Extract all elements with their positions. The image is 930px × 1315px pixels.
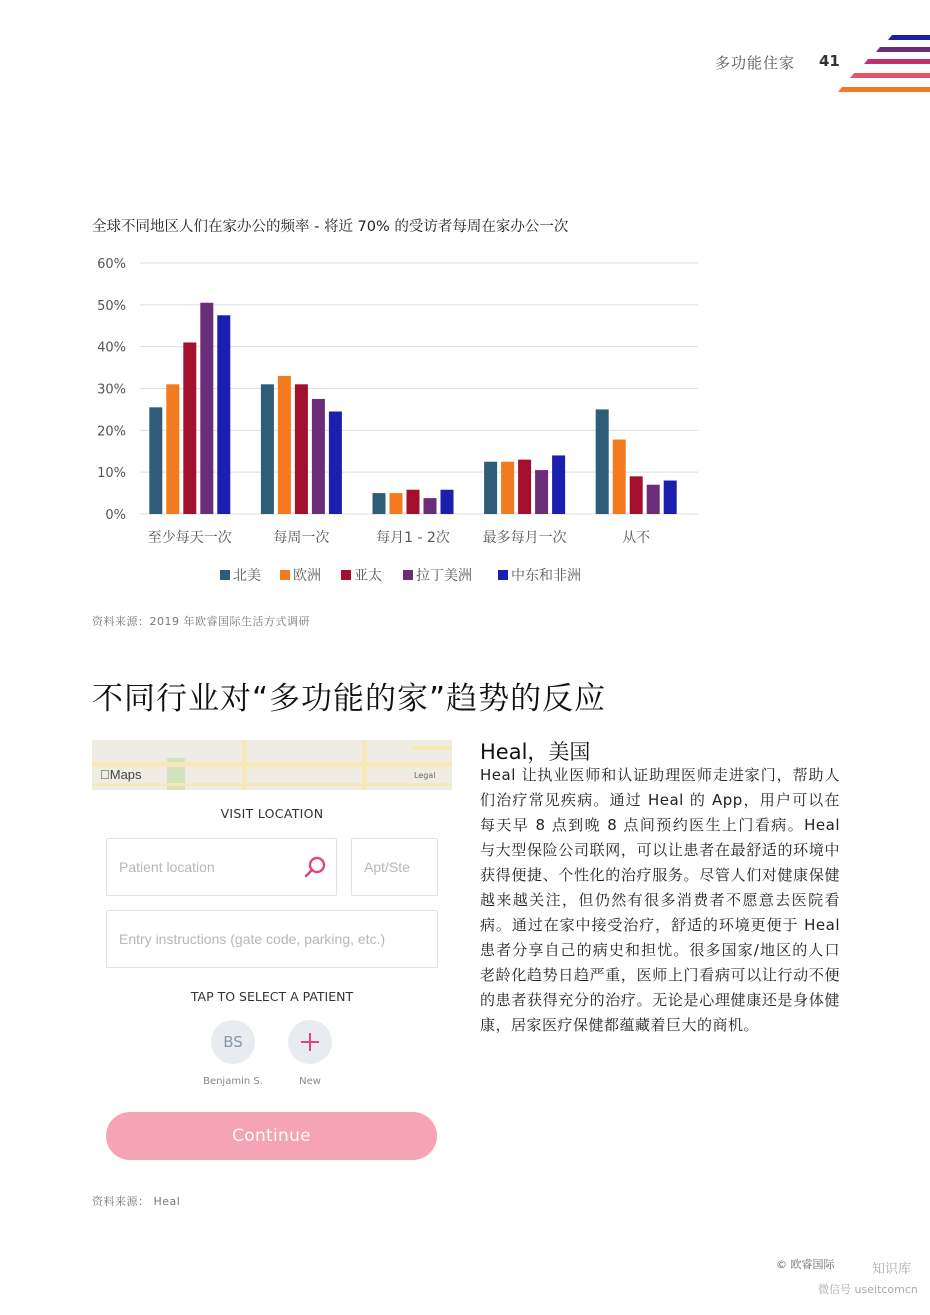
- bar: [183, 342, 196, 514]
- legend-swatch: [220, 570, 230, 580]
- patient-location-input[interactable]: [106, 838, 337, 896]
- new-patient-label: New: [299, 1076, 321, 1087]
- bar: [535, 470, 548, 514]
- legend-label: 拉丁美洲: [416, 568, 472, 584]
- apt-placeholder: Apt/Ste: [364, 859, 410, 875]
- select-patient-label: TAP TO SELECT A PATIENT: [190, 989, 354, 1004]
- y-tick-label: 0%: [105, 508, 126, 523]
- apt-input[interactable]: [351, 838, 438, 896]
- x-tick-label: 从不: [622, 530, 651, 546]
- patient-initials: BS: [223, 1033, 243, 1051]
- y-tick-label: 60%: [97, 257, 126, 272]
- patient-name: Benjamin S.: [203, 1076, 263, 1087]
- app-source: 资料来源： Heal: [92, 1195, 181, 1208]
- y-tick-label: 10%: [97, 466, 126, 482]
- bar: [664, 481, 677, 514]
- bar: [217, 315, 230, 514]
- page-number: 41: [819, 52, 840, 70]
- bar: [278, 376, 291, 514]
- y-tick-label: 50%: [97, 298, 126, 314]
- bar: [441, 490, 454, 514]
- bar: [295, 384, 308, 514]
- legend-swatch: [280, 570, 290, 580]
- y-tick-label: 40%: [97, 340, 126, 356]
- chart-source: 资料来源：2019 年欧睿国际生活方式调研: [92, 615, 310, 628]
- bar: [200, 303, 213, 514]
- bar: [613, 440, 626, 514]
- visit-location-label: VISIT LOCATION: [220, 806, 324, 821]
- map-view[interactable]: [92, 740, 452, 790]
- section-name: 多功能住家: [715, 54, 796, 72]
- watermark-subtitle: 微信号 useitcomcn: [818, 1283, 918, 1296]
- continue-button[interactable]: Continue: [106, 1112, 437, 1160]
- heal-body: Heal 让执业医师和认证助理医师走进家门，帮助人们治疗常见疾病。通过 Heal 的 App，用户可以在每天早 8 点到晚 8 点间预约医生上门看病。Heal 与大型保险公司联网，可以让患者在最舒适的环境中获得便捷、个性化的治疗服务。尽管人们对健康保健越来越关注，但仍然有很多消费者不愿意去医院看病。通过在家中接受治疗，舒适的环境更便于 Heal 患者分享自己的病史和担忧。很多国家/地区的人口老龄化趋势日趋严重，医师上门看病可以让行动不便的患者获得充分的治疗。无论是心理健康还是身体健康，居家医疗保健都蕴藏着巨大的商机。: [480, 766, 840, 1034]
- legend-swatch: [341, 570, 351, 580]
- legend-label: 亚太: [354, 568, 382, 584]
- bar: [501, 462, 514, 514]
- bar: [630, 476, 643, 514]
- legend-label: 欧洲: [293, 568, 321, 584]
- decorative-stripes: [836, 33, 930, 95]
- y-tick-label: 30%: [97, 382, 126, 398]
- chart-title: 全球不同地区人们在家办公的频率 - 将近 70% 的受访者每周在家办公一次: [92, 219, 569, 235]
- bar: [312, 399, 325, 514]
- bar: [647, 485, 660, 514]
- x-tick-label: 最多每月一次: [482, 530, 567, 546]
- bar: [166, 384, 179, 514]
- search-icon[interactable]: [303, 855, 327, 879]
- bar: [484, 462, 497, 514]
- bar: [518, 460, 531, 514]
- section-title: 不同行业对“多功能的家”趋势的反应: [92, 681, 607, 717]
- bar: [261, 384, 274, 514]
- watermark: 知识库: [872, 1262, 912, 1277]
- bar: [373, 493, 386, 514]
- patient-location-placeholder: Patient location: [119, 859, 215, 875]
- plus-icon: [299, 1031, 321, 1053]
- x-tick-label: 每周一次: [273, 530, 330, 546]
- x-tick-label: 至少每天一次: [147, 530, 232, 546]
- footer-copyright: © 欧睿国际: [776, 1258, 835, 1271]
- legend-swatch: [498, 570, 508, 580]
- patient-avatar-button[interactable]: [211, 1020, 255, 1064]
- bar: [149, 407, 162, 514]
- heal-title: Heal，美国: [480, 740, 591, 764]
- x-tick-label: 每月1 - 2次: [376, 530, 450, 546]
- entry-instructions-placeholder: Entry instructions (gate code, parking, etc.): [119, 931, 386, 947]
- legend-swatch: [403, 570, 413, 580]
- maps-logo: Maps: [100, 767, 132, 782]
- legend-label: 北美: [233, 568, 261, 584]
- bar: [390, 493, 403, 514]
- legend-label: 中东和非洲: [511, 568, 581, 584]
- map-legal-link[interactable]: Legal: [414, 771, 436, 780]
- y-tick-label: 20%: [97, 424, 126, 440]
- new-patient-button[interactable]: [288, 1020, 332, 1064]
- bar-chart: [88, 245, 708, 595]
- bar: [329, 412, 342, 514]
- bar: [552, 455, 565, 514]
- entry-instructions-input[interactable]: [106, 910, 438, 968]
- bar: [596, 409, 609, 514]
- bar: [407, 490, 420, 514]
- bar: [424, 498, 437, 514]
